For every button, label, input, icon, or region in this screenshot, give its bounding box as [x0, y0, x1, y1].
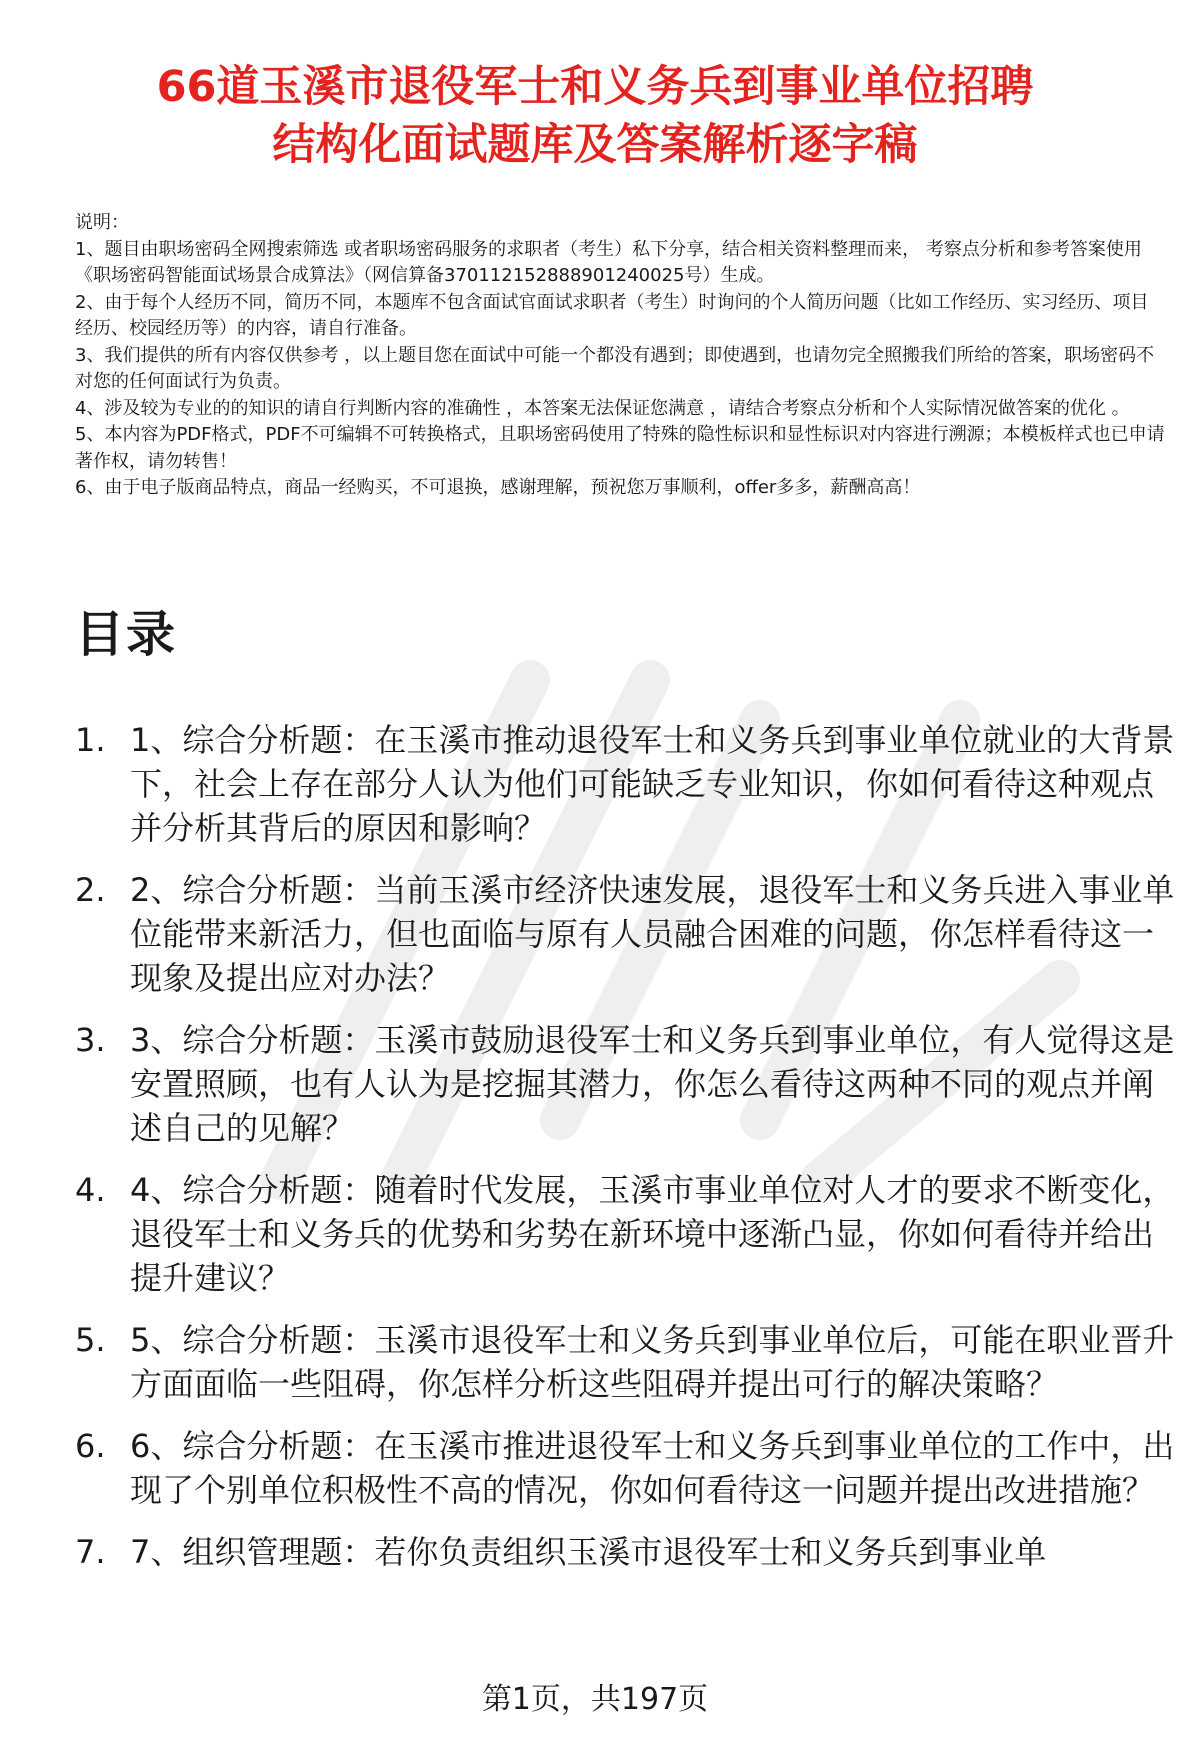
- toc-item-4[interactable]: [75, 1168, 1175, 1300]
- toc-heading: 目录: [75, 606, 178, 663]
- document-title: [40, 58, 1150, 174]
- toc-item-number: 4.: [75, 1171, 106, 1209]
- title-line-1: 66道玉溪市退役军士和义务兵到事业单位招聘: [156, 62, 1034, 112]
- toc-item-5[interactable]: [75, 1318, 1175, 1406]
- toc-list: [75, 718, 1175, 1592]
- toc-item-number: 2.: [75, 871, 106, 909]
- toc-item-number: 1.: [75, 721, 106, 759]
- note-item-4: 4、涉及较为专业的的知识的请自行判断内容的准确性 ，本答案无法保证您满意 ，请结合考察点分析和个人实际情况做答案的优化 。: [75, 397, 1130, 419]
- toc-item-text: 5、综合分析题：玉溪市退役军士和义务兵到事业单位后，可能在职业晋升方面面临一些阻碍，你怎样分析这些阻碍并提出可行的解决策略？: [130, 1321, 1175, 1403]
- toc-item-1[interactable]: [75, 718, 1175, 850]
- toc-item-text: 6、综合分析题：在玉溪市推进退役军士和义务兵到事业单位的工作中，出现了个别单位积极性不高的情况，你如何看待这一问题并提出改进措施？: [130, 1427, 1175, 1509]
- toc-item-3[interactable]: [75, 1018, 1175, 1150]
- note-item-3: 3、我们提供的所有内容仅供参考 ，以上题目您在面试中可能一个都没有遇到；即使遇到，也请勿完全照搬我们所给的答案，职场密码不对您的任何面试行为负责。: [75, 344, 1155, 392]
- note-item-2: 2、由于每个人经历不同，简历不同，本题库不包含面试官面试求职者（考生）时询问的个人简历问题（比如工作经历、实习经历、项目经历、校园经历等）的内容，请自行准备。: [75, 291, 1149, 339]
- toc-item-number: 7.: [75, 1533, 106, 1571]
- toc-item-7[interactable]: [75, 1530, 1175, 1574]
- notes-section: [75, 210, 1165, 502]
- title-line-2: 结构化面试题库及答案解析逐字稿: [272, 120, 918, 170]
- toc-item-text: 7、组织管理题：若你负责组织玉溪市退役军士和义务兵到事业单: [130, 1533, 1047, 1571]
- toc-item-text: 2、综合分析题：当前玉溪市经济快速发展，退役军士和义务兵进入事业单位能带来新活力，但也面临与原有人员融合困难的问题，你怎样看待这一现象及提出应对办法？: [130, 871, 1175, 997]
- note-item-6: 6、由于电子版商品特点，商品一经购买，不可退换，感谢理解，预祝您万事顺利，offer多多，薪酬高高！: [75, 477, 921, 498]
- toc-item-number: 3.: [75, 1021, 106, 1059]
- toc-item-6[interactable]: [75, 1424, 1175, 1512]
- toc-item-2[interactable]: [75, 868, 1175, 1000]
- notes-heading: 说明：: [75, 212, 129, 233]
- toc-item-text: 1、综合分析题：在玉溪市推动退役军士和义务兵到事业单位就业的大背景下，社会上存在部分人认为他们可能缺乏专业知识，你如何看待这种观点并分析其背后的原因和影响？: [130, 721, 1175, 847]
- page-footer: 第1页，共197页: [481, 1682, 709, 1717]
- toc-item-text: 4、综合分析题：随着时代发展，玉溪市事业单位对人才的要求不断变化，退役军士和义务兵的优势和劣势在新环境中逐渐凸显，你如何看待并给出提升建议？: [130, 1171, 1175, 1297]
- toc-item-number: 5.: [75, 1321, 106, 1359]
- toc-item-text: 3、综合分析题：玉溪市鼓励退役军士和义务兵到事业单位，有人觉得这是安置照顾，也有人认为是挖掘其潜力，你怎么看待这两种不同的观点并阐述自己的见解？: [130, 1021, 1175, 1147]
- note-item-1: 1、题目由职场密码全网搜索筛选 或者职场密码服务的求职者（考生）私下分享，结合相关资料整理而来， 考察点分析和参考答案使用《职场密码智能面试场景合成算法》（网信算备370112152888901240025号）生成。: [75, 238, 1142, 286]
- note-item-5: 5、本内容为PDF格式，PDF不可编辑不可转换格式，且职场密码使用了特殊的隐性标识和显性标识对内容进行溯源；本模板样式也已申请著作权，请勿转售！: [75, 424, 1165, 472]
- toc-item-number: 6.: [75, 1427, 106, 1465]
